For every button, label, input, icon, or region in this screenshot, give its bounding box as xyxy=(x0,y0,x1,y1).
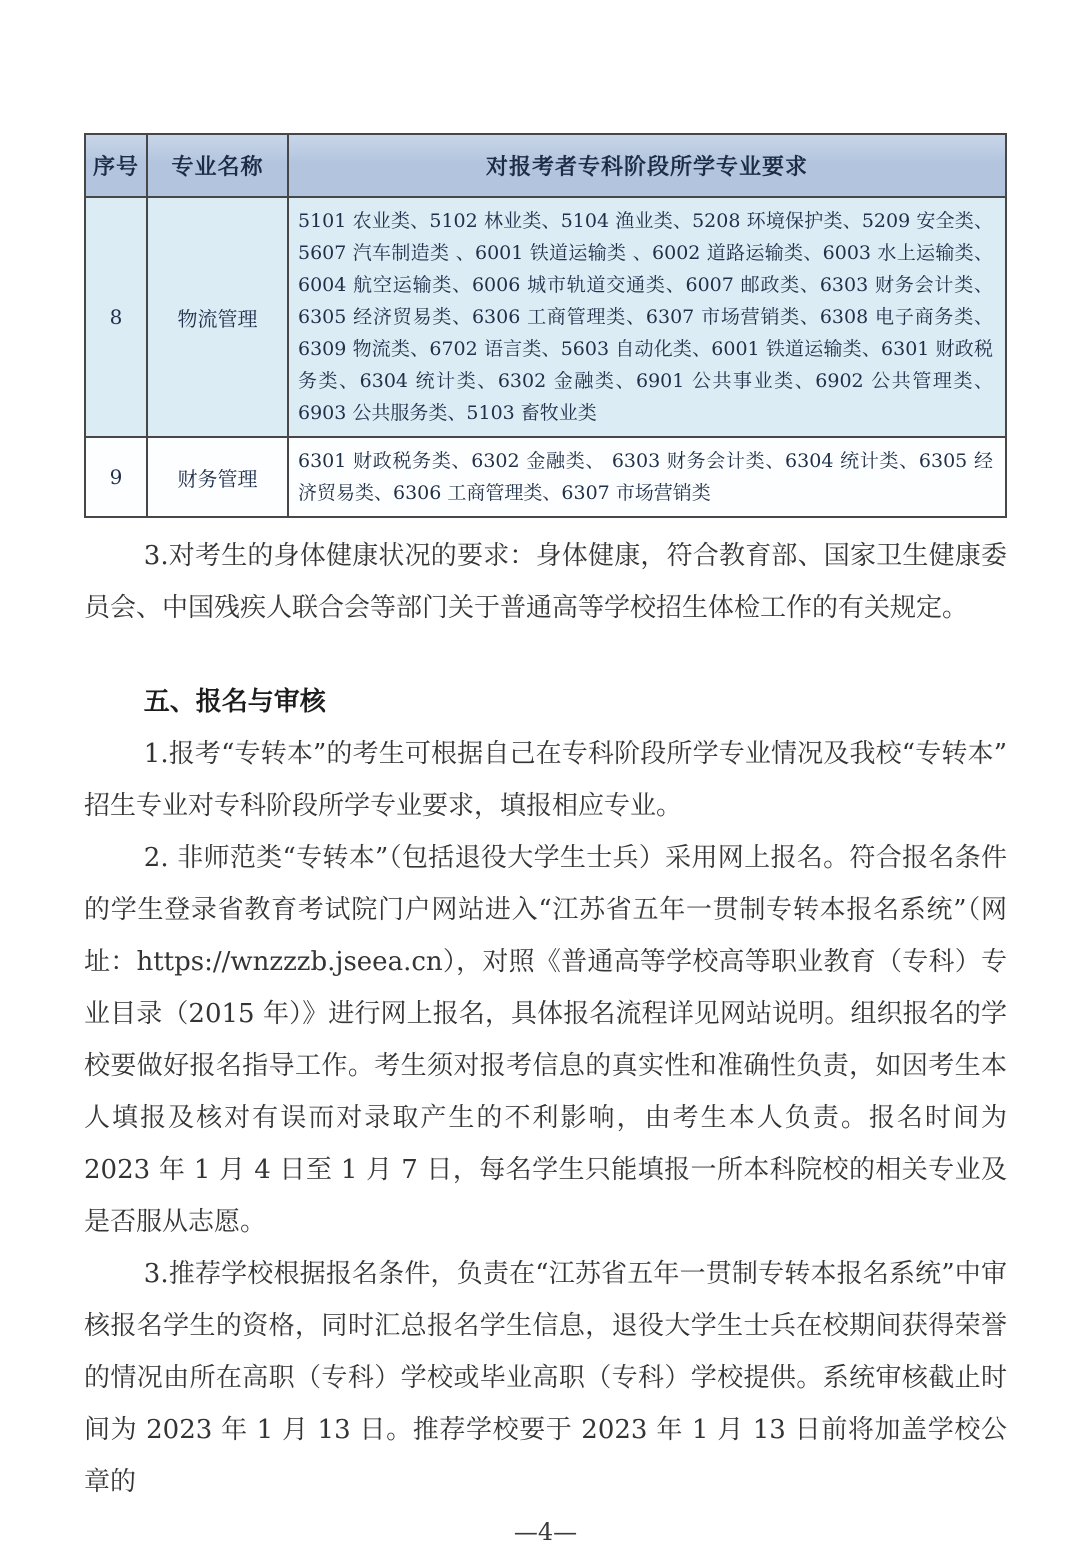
page-number: —4— xyxy=(513,1518,578,1546)
paragraph-registration-1: 1.报考“专转本”的考生可根据自己在专科阶段所学专业情况及我校“专转本”招生专业对专科阶段所学专业要求，填报相应专业。 xyxy=(84,739,1007,821)
header-cell-requirement: 对报考者专科阶段所学专业要求 xyxy=(288,134,1006,197)
header-cell-no: 序号 xyxy=(85,134,147,197)
header-cell-major: 专业名称 xyxy=(147,134,288,197)
paragraph-registration-2: 2. 非师范类“专转本”（包括退役大学生士兵）采用网上报名。符合报名条件的学生登录省教育考试院门户网站进入“江苏省五年一贯制专转本报名系统”（网址：https://wnzzzb.jseea.cn），对照《普通高等学校高等职业教育（专科）专业目录（2015 年）》进行网上报名，具体报名流程详见网站说明。组织报名的学校要做好报名指导工作。考生须对报考信息的真实性和准确性负责，如因考生本人填报及核对有误而对录取产生的不利影响，由考生本人负责。报名时间为 2023 年 1 月 4 日至 1 月 7 日，每名学生只能填报一所本科院校的相关专业及是否服从志愿。 xyxy=(84,843,1007,1237)
row8-requirement: 5101 农业类、5102 林业类、5104 渔业类、5208 环境保护类、5209 安全类、5607 汽车制造类 、6001 铁道运输类 、6002 道路运输类、6003 水上运输类、6004 航空运输类、6006 城市轨道交通类、6007 邮政类、6303 财务会计类、6305 经济贸易类、6306 工商管理类、6307 市场营销类、6308 电子商务类、6309 物流类、6702 语言类、5603 自动化类、6001 铁道运输类、6301 财政税务类、6304 统计类、6302 金融类、6901 公共事业类、6902 公共管理类、6903 公共服务类、5103 畜牧业类 xyxy=(288,197,1006,437)
row9-major: 财务管理 xyxy=(147,437,288,517)
major-requirements-table xyxy=(84,133,1007,518)
section-heading-registration: 五、报名与审核 xyxy=(143,687,326,717)
paragraph-registration-3: 3.推荐学校根据报名条件，负责在“江苏省五年一贯制专转本报名系统”中审核报名学生的资格，同时汇总报名学生信息，退役大学生士兵在校期间获得荣誉的情况由所在高职（专科）学校或毕业高职（专科）学校提供。系统审核截止时间为 2023 年 1 月 13 日。推荐学校要于 2023 年 1 月 13 日前将加盖学校公章的 xyxy=(84,1259,1007,1497)
row9-requirement: 6301 财政税务类、6302 金融类、 6303 财务会计类、6304 统计类、6305 经济贸易类、6306 工商管理类、6307 市场营销类 xyxy=(288,437,1006,517)
paragraph-health-requirement: 3.对考生的身体健康状况的要求：身体健康，符合教育部、国家卫生健康委员会、中国残疾人联合会等部门关于普通高等学校招生体检工作的有关规定。 xyxy=(84,541,1007,623)
table-row xyxy=(85,437,1006,517)
document-content xyxy=(84,133,1007,1552)
body-text-block xyxy=(84,530,1007,1552)
table-row xyxy=(85,197,1006,437)
row8-major: 物流管理 xyxy=(147,197,288,437)
table-header-row xyxy=(85,134,1006,197)
row9-no: 9 xyxy=(85,437,147,517)
row8-no: 8 xyxy=(85,197,147,437)
